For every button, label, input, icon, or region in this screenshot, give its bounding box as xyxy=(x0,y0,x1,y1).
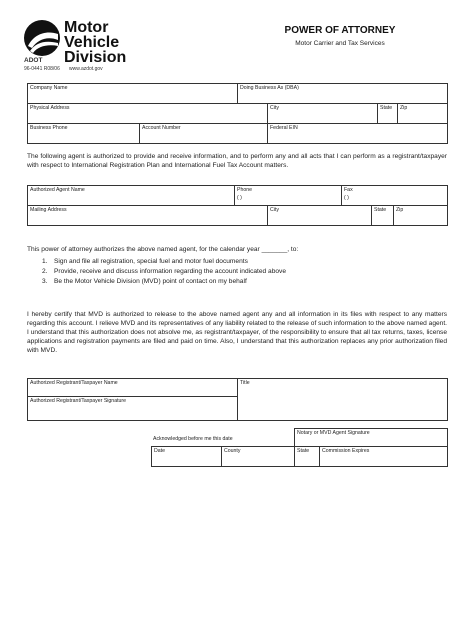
physical-address-field[interactable] xyxy=(28,104,268,124)
registrant-name-label: Authorized Registrant/Taxpayer Name xyxy=(30,380,118,386)
list-item-text: Sign and file all registration, special fuel and motor fuel documents xyxy=(54,258,248,265)
registrant-table xyxy=(27,378,448,421)
list-item xyxy=(42,267,442,277)
list-item-number: 2. xyxy=(42,268,48,275)
dba-label: Doing Business As (DBA) xyxy=(240,85,299,91)
page-subtitle: Motor Carrier and Tax Services xyxy=(295,40,385,47)
zip-field[interactable] xyxy=(398,104,448,124)
notary-signature-field[interactable] xyxy=(295,429,448,447)
dba-field[interactable] xyxy=(238,84,448,104)
agent-fax-label: Fax xyxy=(344,187,353,193)
list-item xyxy=(42,257,442,267)
state-field[interactable] xyxy=(378,104,398,124)
mailing-address-label: Mailing Address xyxy=(30,207,67,213)
commission-expires-label: Commission Expires xyxy=(322,448,370,454)
page-title: POWER OF ATTORNEY xyxy=(284,25,396,36)
notary-date-field[interactable] xyxy=(152,447,222,467)
agent-name-label: Authorized Agent Name xyxy=(30,187,85,193)
agent-city-label: City xyxy=(270,207,279,213)
registrant-signature-field[interactable] xyxy=(28,397,238,421)
notary-table xyxy=(151,428,448,467)
logo-mark: ADOT xyxy=(24,57,43,64)
registrant-title-label: Title xyxy=(240,380,250,386)
city-label: City xyxy=(270,105,279,111)
notary-state-field[interactable] xyxy=(295,447,320,467)
agent-phone-area-code: ( ) xyxy=(237,195,242,201)
list-item-number: 3. xyxy=(42,278,48,285)
list-item-text: Provide, receive and discuss information regarding the account indicated above xyxy=(54,268,287,275)
acknowledged-label: Acknowledged before me this date xyxy=(153,436,233,442)
agent-info-table xyxy=(27,185,448,226)
business-phone-field[interactable] xyxy=(28,124,140,144)
registrant-name-field[interactable] xyxy=(28,379,238,397)
logo-line-1: Motor xyxy=(64,19,109,36)
form-number: 96-0441 R08/06 xyxy=(24,66,60,72)
registrant-signature-label: Authorized Registrant/Taxpayer Signature xyxy=(30,398,127,404)
account-number-label: Account Number xyxy=(142,125,181,131)
account-number-field[interactable] xyxy=(140,124,268,144)
agent-zip-field[interactable] xyxy=(394,206,448,226)
zip-label: Zip xyxy=(400,105,408,111)
agent-phone-field[interactable] xyxy=(235,186,342,206)
agent-fax-area-code: ( ) xyxy=(344,195,349,201)
business-phone-label: Business Phone xyxy=(30,125,68,131)
agent-state-field[interactable] xyxy=(372,206,394,226)
logo-line-2: Vehicle xyxy=(64,34,120,51)
state-label: State xyxy=(380,105,393,111)
agent-name-field[interactable] xyxy=(28,186,235,206)
list-item-number: 1. xyxy=(42,258,48,265)
certification-paragraph: I hereby certify that MVD is authorized to release to the above named agent any and all information in its files with respect to any matters regarding this account. I relieve MVD and its representatives of any liability related to the release of such information to the above named agent. I understand that this authorization does not absolve me, as registrant/taxpayer, of the responsibility to ensure that all tax returns, taxes, license applications and registration payments are filed and paid on time. Also, I understand that this authorization replaces any prior authorization filed with MVD. xyxy=(27,311,447,354)
notary-county-label: County xyxy=(224,448,241,454)
notary-date-label: Date xyxy=(154,448,165,454)
authorization-list xyxy=(42,257,442,287)
agent-city-field[interactable] xyxy=(268,206,372,226)
notary-signature-label: Notary or MVD Agent Signature xyxy=(297,430,370,436)
agent-state-label: State xyxy=(374,207,387,213)
notary-county-field[interactable] xyxy=(222,447,295,467)
physical-address-label: Physical Address xyxy=(30,105,70,111)
federal-ein-field[interactable] xyxy=(268,124,448,144)
website: www.azdot.gov xyxy=(69,66,103,72)
mailing-address-field[interactable] xyxy=(28,206,268,226)
company-name-label: Company Name xyxy=(30,85,68,91)
agent-zip-label: Zip xyxy=(396,207,404,213)
federal-ein-label: Federal EIN xyxy=(270,125,298,131)
acknowledged-date-field[interactable] xyxy=(152,429,295,447)
company-name-field[interactable] xyxy=(28,84,238,104)
logo-line-3: Division xyxy=(64,49,127,66)
list-item xyxy=(42,277,442,287)
city-field[interactable] xyxy=(268,104,378,124)
list-item-text: Be the Motor Vehicle Division (MVD) point of contact on my behalf xyxy=(54,278,247,285)
agent-authorization-paragraph: The following agent is authorized to provide and receive information, and to perform any and all acts that I can perform as a registrant/taxpayer with respect to International Registration Plan and International Fuel Tax Account matters. xyxy=(27,153,447,169)
notary-state-label: State xyxy=(297,448,310,454)
calendar-year-paragraph: This power of attorney authorizes the above named agent, for the calendar year _______, to: xyxy=(27,246,299,253)
commission-expires-field[interactable] xyxy=(320,447,448,467)
registrant-title-field[interactable] xyxy=(238,379,448,421)
agent-fax-field[interactable] xyxy=(342,186,448,206)
agent-phone-label: Phone xyxy=(237,187,253,193)
company-info-table xyxy=(27,83,448,144)
adot-logo-icon xyxy=(24,20,60,56)
